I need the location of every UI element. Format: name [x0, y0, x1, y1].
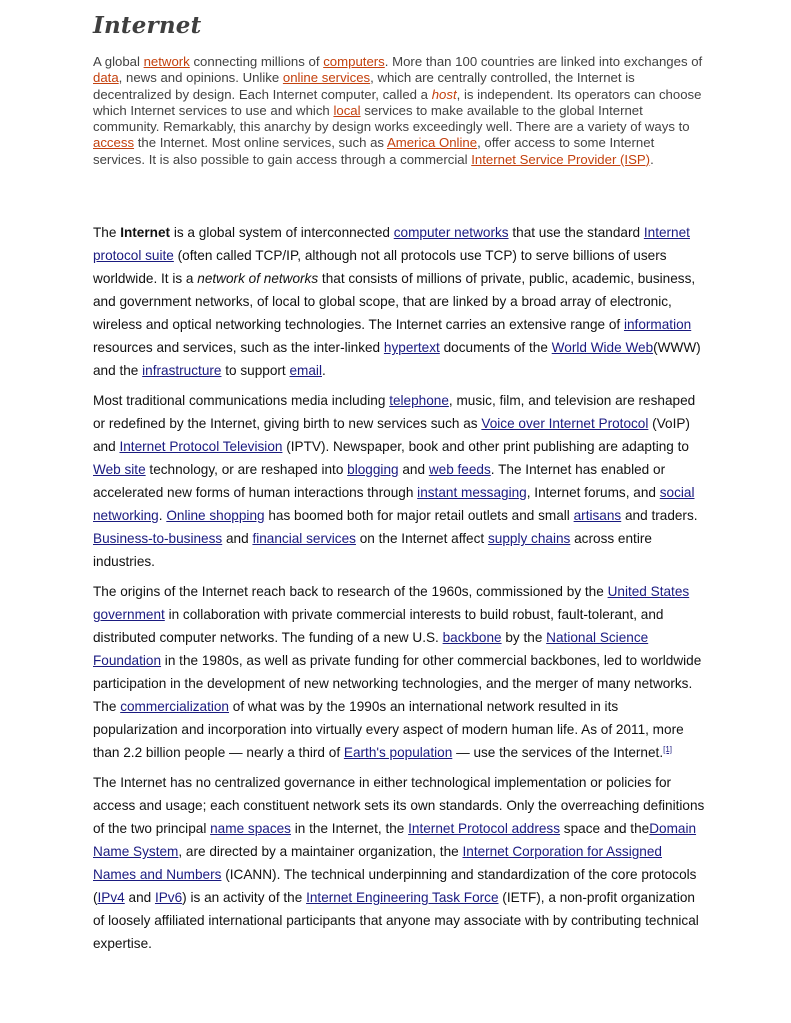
text: , Internet forums, and [526, 485, 660, 500]
text: and [398, 462, 429, 477]
text: by the [501, 630, 547, 645]
text: is a global system of interconnected [170, 225, 394, 240]
link-commercialization[interactable]: commercialization [120, 699, 229, 714]
link-information[interactable]: information [623, 317, 692, 332]
link-financial-services[interactable]: financial services [252, 531, 356, 546]
text: that consists of millions of private, public, academic, business, and government networks, of local to global scope, that are linked by a broad array of electronic, wireless and optical networking technologies. The Internet carries an extensive range of [93, 271, 696, 332]
link-instant-messaging[interactable]: instant messaging [417, 485, 527, 500]
link-ipv6[interactable]: IPv6 [154, 890, 183, 905]
text: the Internet. Most online services, such as [134, 135, 387, 151]
paragraph-2 [93, 389, 705, 573]
text: has boomed both for major retail outlets and small [264, 508, 574, 523]
text: The [93, 225, 121, 240]
text: space and the [560, 821, 650, 836]
text: , which are centrally controlled, the Internet is decentralized by design. Each Internet computer, called a [93, 70, 635, 102]
link-email[interactable]: email [289, 363, 322, 378]
text: (VoIP) and [93, 416, 690, 454]
link-icann[interactable]: Internet Corporation for Assigned Names and Numbers [93, 844, 662, 882]
article-body [93, 221, 705, 962]
text: on the Internet affect [355, 531, 488, 546]
text: , music, film, and television are reshaped or redefined by the Internet, giving birth to new services such as [93, 393, 696, 431]
page-title: Internet [93, 12, 202, 39]
text: . [321, 363, 326, 378]
text: across entire industries. [93, 531, 652, 569]
link-backbone[interactable]: backbone [442, 630, 502, 645]
text: and traders. [621, 508, 698, 523]
text: of what was by the 1990s an international network resulted in its popularization and incorporation into virtually every aspect of modern human life. As of 2011, more than 2.2 billion people — nearly a third of [93, 699, 684, 760]
link-web-feeds[interactable]: web feeds [428, 462, 491, 477]
link-telephone[interactable]: telephone [389, 393, 449, 408]
link-computers[interactable]: computers [323, 54, 385, 69]
link-hypertext[interactable]: hypertext [383, 340, 440, 355]
link-us-government[interactable]: United States government [93, 584, 690, 622]
link-online-shopping[interactable]: Online shopping [166, 508, 265, 523]
text: resources and services, such as the inter-linked [93, 340, 384, 355]
link-america-online[interactable]: America Online [386, 135, 478, 151]
paragraph-3 [93, 580, 705, 764]
link-ipv4[interactable]: IPv4 [97, 890, 125, 905]
text: A global [93, 54, 144, 69]
text: The Internet has no centralized governance in either technological implementation or policies for access and usage; each constituent network sets its own standards. Only the overreaching definitions of the two principal [93, 775, 705, 836]
text: , offer access to some Internet services. It is also possible to gain access through a commercial [93, 135, 655, 167]
link-data[interactable]: data [93, 70, 119, 86]
bold-term: Internet [120, 225, 171, 240]
link-voip[interactable]: Voice over Internet Protocol [481, 416, 649, 431]
text: Most traditional communications media including [93, 393, 390, 408]
link-world-wide-web[interactable]: World Wide Web [551, 340, 654, 355]
link-iptv[interactable]: Internet Protocol Television [119, 439, 283, 454]
link-web-site[interactable]: Web site [93, 462, 146, 477]
text: (often called TCP/IP, although not all protocols use TCP) to serve billions of users worldwide. It is a [93, 248, 667, 286]
text: (ICANN). The technical underpinning and standardization of the core protocols ( [93, 867, 697, 905]
text: (IPTV). Newspaper, book and other print publishing are adapting to [282, 439, 689, 454]
text: connecting millions of [189, 54, 324, 69]
link-local[interactable]: local [333, 102, 361, 118]
link-supply-chains[interactable]: supply chains [487, 531, 571, 546]
link-isp[interactable]: Internet Service Provider (ISP) [471, 151, 651, 167]
link-name-spaces[interactable]: name spaces [210, 821, 291, 836]
link-infrastructure[interactable]: infrastructure [142, 363, 222, 378]
host-term: host [431, 86, 457, 102]
text: that use the standard [508, 225, 644, 240]
link-access[interactable]: access [93, 135, 135, 151]
text: (WWW) and the [93, 340, 701, 378]
paragraph-1 [93, 221, 705, 382]
text: and [222, 531, 253, 546]
text: services to make available to the global Internet community. Remarkably, this anarchy by design works exceedingly well. There are a variety of ways to [93, 102, 690, 135]
text: — use the services of the Internet. [452, 745, 664, 760]
text: , are directed by a maintainer organization, the [178, 844, 463, 859]
link-ip-address[interactable]: Internet Protocol address [408, 821, 561, 836]
link-blogging[interactable]: blogging [347, 462, 399, 477]
text: documents of the [439, 340, 552, 355]
link-business-to-business[interactable]: Business-to-business [93, 531, 223, 546]
text: . More than 100 countries are linked into exchanges of [384, 54, 703, 69]
text: . [650, 151, 654, 167]
text: ) is an activity of the [182, 890, 307, 905]
link-nsf[interactable]: National Science Foundation [93, 630, 649, 668]
text: , news and opinions. Unlike [118, 70, 283, 86]
text: . [158, 508, 167, 523]
text: technology, or are reshaped into [145, 462, 348, 477]
text: , is independent. Its operators can choose which Internet services to use and which [93, 86, 702, 118]
link-internet-protocol-suite[interactable]: Internet protocol suite [93, 225, 690, 263]
text: The origins of the Internet reach back to research of the 1960s, commissioned by the [93, 584, 608, 599]
text: to support [221, 363, 290, 378]
link-computer-networks[interactable]: computer networks [393, 225, 509, 240]
text: (IETF), a non-profit organization of loosely affiliated international participants that anyone may associate with by contributing technical expertise. [93, 890, 699, 951]
paragraph-4 [93, 771, 705, 955]
italic-term: network of networks [197, 271, 319, 286]
link-online-services[interactable]: online services [282, 70, 371, 86]
text: and [124, 890, 155, 905]
reference-link[interactable]: [1] [663, 745, 673, 754]
text: . The Internet has enabled or accelerated new forms of human interactions through [93, 462, 666, 500]
link-ietf[interactable]: Internet Engineering Task Force [306, 890, 499, 905]
link-domain-name-system[interactable]: Domain Name System [93, 821, 697, 859]
intro-paragraph [93, 54, 705, 168]
link-network[interactable]: network [143, 54, 190, 69]
link-artisans[interactable]: artisans [573, 508, 622, 523]
link-social-networking[interactable]: social networking [93, 485, 695, 523]
link-earths-population[interactable]: Earth's population [343, 745, 453, 760]
text: in the 1980s, as well as private funding for other commercial backbones, led to worldwide participation in the development of new networking technologies, and the merger of many networks. The [93, 653, 702, 714]
text: in the Internet, the [290, 821, 409, 836]
text: in collaboration with private commercial interests to build robust, fault-tolerant, and distributed computer networks. The funding of a new U.S. [93, 607, 664, 645]
